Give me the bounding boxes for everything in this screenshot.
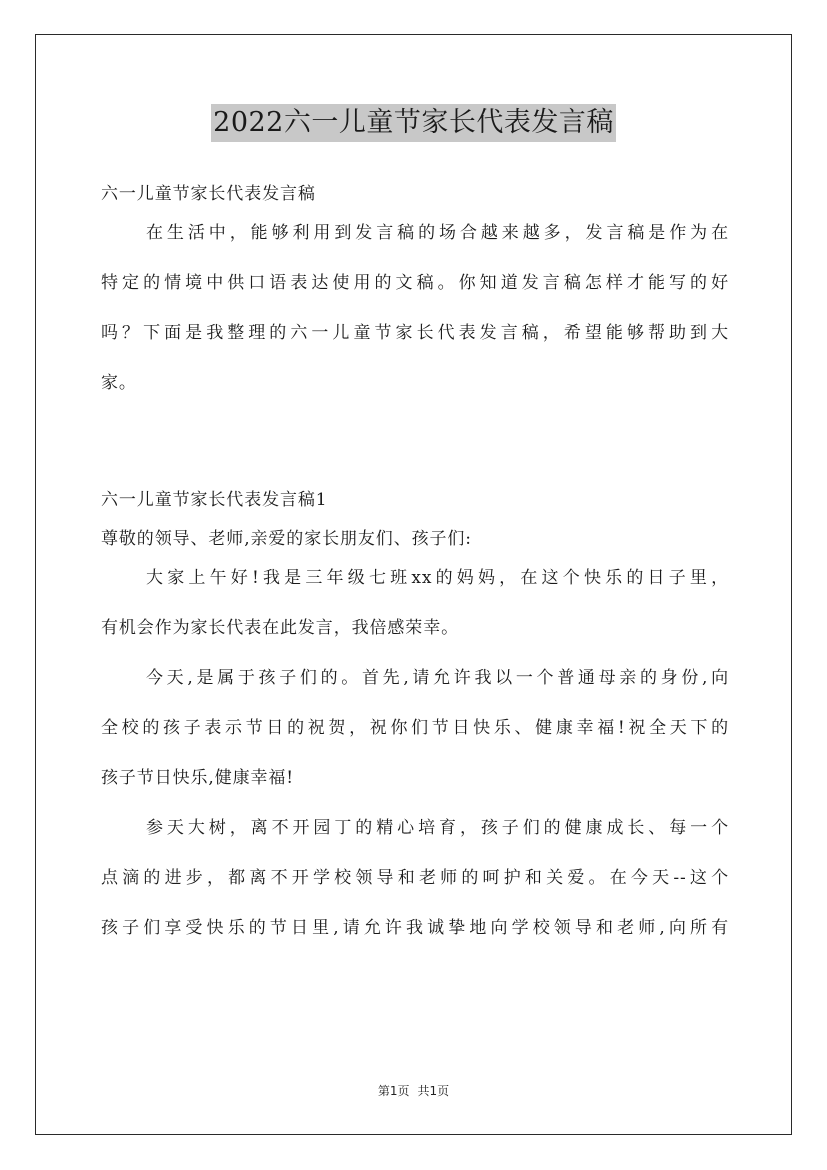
title-container (0, 104, 827, 142)
paragraph-line: 孩子节日快乐,健康幸福! (101, 768, 295, 788)
salutation: 尊敬的领导、老师,亲爱的家长朋友们、孩子们: (101, 529, 472, 549)
document-title: 2022六一儿童节家长代表发言稿 (211, 104, 616, 142)
paragraph-line: 点滴的进步，都离不开学校领导和老师的呵护和关爱。在今天--这个 (101, 868, 729, 888)
paragraph-line: 有机会作为家长代表在此发言，我倍感荣幸。 (101, 618, 459, 638)
paragraph-line: 今天,是属于孩子们的。首先,请允许我以一个普通母亲的身份,向 (146, 668, 729, 688)
intro-line: 家。 (101, 373, 137, 393)
paragraph-line: 全校的孩子表示节日的祝贺，祝你们节日快乐、健康幸福!祝全天下的 (101, 718, 729, 738)
document-body (101, 175, 729, 948)
paragraph-line: 大家上午好!我是三年级七班xx的妈妈，在这个快乐的日子里， (146, 568, 729, 588)
intro-heading: 六一儿童节家长代表发言稿 (101, 184, 316, 204)
intro-line: 特定的情境中供口语表达使用的文稿。你知道发言稿怎样才能写的好 (101, 273, 729, 293)
page-footer (0, 1082, 827, 1099)
section-heading: 六一儿童节家长代表发言稿1 (101, 490, 328, 510)
page-number-total: 共1页 (417, 1084, 450, 1098)
paragraph-line: 孩子们享受快乐的节日里,请允许我诚挚地向学校领导和老师,向所有 (101, 918, 729, 938)
page-number-current: 第1页 (377, 1084, 410, 1098)
paragraph-line: 参天大树，离不开园丁的精心培育，孩子们的健康成长、每一个 (146, 818, 729, 838)
intro-line: 吗？下面是我整理的六一儿童节家长代表发言稿，希望能够帮助到大 (101, 323, 729, 343)
intro-line: 在生活中，能够利用到发言稿的场合越来越多，发言稿是作为在 (146, 223, 729, 243)
